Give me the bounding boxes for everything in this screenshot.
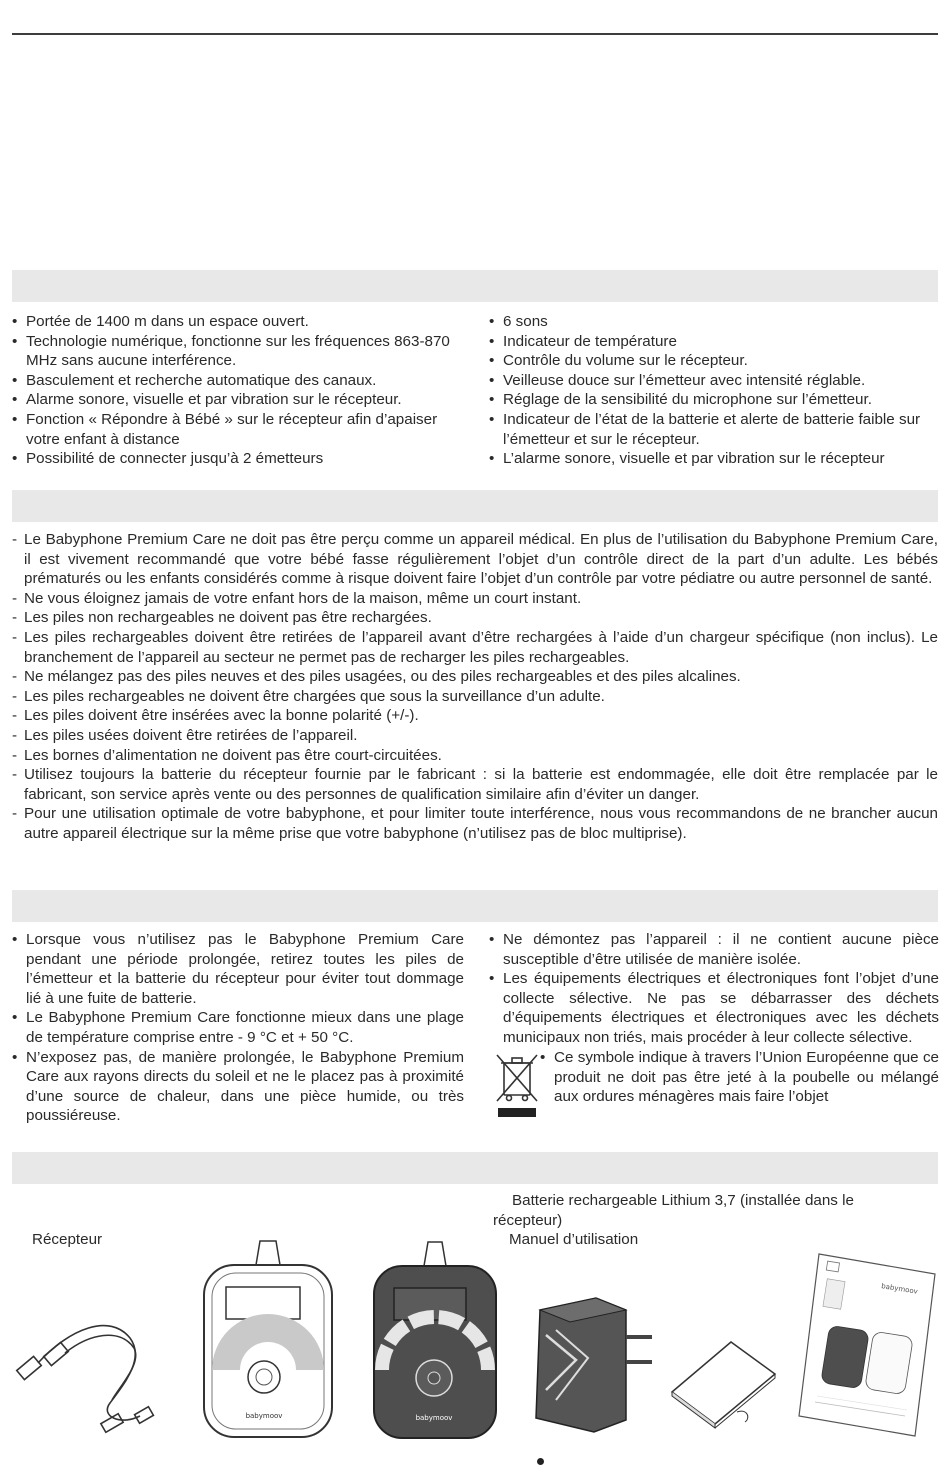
list-item: • Le Babyphone Premium Care fonctionne mieux dans une plage de température comprise entre - 9 °C et + 50 °C.: [12, 1008, 464, 1047]
list-item: • Contrôle du volume sur le récepteur.: [489, 351, 941, 371]
maintenance-right-list: [489, 930, 939, 1048]
maintenance-left-list: [12, 930, 464, 1126]
maintenance-header-band: [12, 890, 938, 922]
transmitter-device-icon: [370, 1238, 500, 1443]
list-item: • Réglage de la sensibilité du microphone sur l’émetteur.: [489, 390, 941, 410]
list-item: - Le Babyphone Premium Care ne doit pas être perçu comme un appareil médical. En plus de l’utilisation du Babyphone Premium Care, il est vivement recommandé que votre bébé fasse régulièrement l’objet d’un contrôle direct de la part d’un adulte. Les bébés prématurés ou les enfants considérés comme à risque doivent faire l’objet d’un contrôle par votre pédiatre ou autre personnel de santé.: [12, 530, 938, 589]
list-item: • Indicateur de température: [489, 332, 941, 352]
battery-pack-icon: [667, 1330, 782, 1430]
page-dot: [537, 1458, 544, 1465]
brand-logo: babymoov: [880, 1282, 919, 1296]
list-item: - Les piles non rechargeables ne doivent pas être rechargées.: [12, 608, 938, 628]
list-item: - Les piles rechargeables doivent être retirées de l’appareil avant d’être rechargées à l’aide d’un chargeur spécifique (non inclus). Le branchement de l’appareil au secteur ne permet pas de recharger les piles rechargeables.: [12, 628, 938, 667]
list-item: - Pour une utilisation optimale de votre babyphone, et pour limiter toute interférence, nous vous recommandons de ne brancher aucun autre appareil électrique sur la même prise que votre babyphone (n’utilisez pas de bloc multiprise).: [12, 804, 938, 843]
features-right-list: [489, 312, 941, 469]
list-item: • N’exposez pas, de manière prolongée, le Babyphone Premium Care aux rayons directs du soleil et ne le placez pas à proximité d’une source de chaleur, dans une pièce humide, ou très poussiéreuse.: [12, 1048, 464, 1126]
list-item: • Basculement et recherche automatique des canaux.: [12, 371, 464, 391]
list-item: • Fonction « Répondre à Bébé » sur le récepteur afin d’apaiser votre enfant à distance: [12, 410, 464, 449]
manual-label: Manuel d’utilisation: [509, 1231, 639, 1248]
contents-header-band: [12, 1152, 938, 1184]
list-item: • Veilleuse douce sur l’émetteur avec intensité réglable.: [489, 371, 941, 391]
list-item: - Les piles rechargeables ne doivent être chargées que sous la surveillance d’un adulte.: [12, 687, 938, 707]
brand-logo: babymoov: [415, 1414, 453, 1422]
list-item: • Les équipements électriques et électroniques font l’objet d’une collecte sélective. Ne pas se débarrasser des déchets d’équipements électriques et électroniques avec les déchets municipaux non triés, mais procéder à leur collecte sélective.: [489, 969, 939, 1047]
power-adapter-icon: [526, 1290, 666, 1440]
list-item: • Possibilité de connecter jusqu’à 2 émetteurs: [12, 449, 464, 469]
list-item: • 6 sons: [489, 312, 941, 332]
usb-cable-icon: [10, 1308, 160, 1443]
weee-text: • Ce symbole indique à travers l’Union Européenne que ce produit ne doit pas être jeté à la poubelle ou mélangé aux ordures ménagères mais faire l’objet: [540, 1048, 939, 1107]
list-item: - Ne mélangez pas des piles neuves et des piles usagées, ou des piles rechargeables et des piles alcalines.: [12, 667, 938, 687]
receiver-device-icon: [198, 1237, 338, 1442]
list-item: • Ne démontez pas l’appareil : il ne contient aucune pièce susceptible d’être utilisée de manière isolée.: [489, 930, 939, 969]
list-item: • L’alarme sonore, visuelle et par vibration sur le récepteur: [489, 449, 941, 469]
warnings-list: [12, 530, 938, 844]
warnings-header-band: [12, 490, 938, 522]
battery-label: Batterie rechargeable Lithium 3,7 (installée dans le récepteur): [493, 1192, 854, 1229]
list-item: - Les bornes d’alimentation ne doivent pas être court-circuitées.: [12, 746, 938, 766]
features-left-list: [12, 312, 464, 469]
manual-booklet-icon: [795, 1250, 940, 1440]
list-item: • Technologie numérique, fonctionne sur les fréquences 863-870 MHz sans aucune interférence.: [12, 332, 464, 371]
recepteur-label: Récepteur: [32, 1231, 103, 1248]
list-item: - Les piles doivent être insérées avec la bonne polarité (+/-).: [12, 706, 938, 726]
list-item: - Utilisez toujours la batterie du récepteur fournie par le fabricant : si la batterie est endommagée, elle doit être remplacée par le fabricant, son service après vente ou des personnes de qualification similaire afin d’éviter un danger.: [12, 765, 938, 804]
list-item: • Lorsque vous n’utilisez pas le Babyphone Premium Care pendant une période prolongée, retirez toutes les piles de l’émetteur et la batterie du récepteur pour éviter tout dommage lié à une fuite de batterie.: [12, 930, 464, 1008]
list-item: - Les piles usées doivent être retirées de l’appareil.: [12, 726, 938, 746]
weee-bin-icon: [493, 1051, 541, 1119]
list-item: • Indicateur de l’état de la batterie et alerte de batterie faible sur l’émetteur et sur le récepteur.: [489, 410, 941, 449]
list-item: - Ne vous éloignez jamais de votre enfant hors de la maison, même un court instant.: [12, 589, 938, 609]
features-header-band: [12, 270, 938, 302]
brand-logo: babymoov: [245, 1412, 283, 1420]
list-item: • Portée de 1400 m dans un espace ouvert.: [12, 312, 464, 332]
top-rule: [12, 33, 938, 35]
list-item: • Alarme sonore, visuelle et par vibration sur le récepteur.: [12, 390, 464, 410]
